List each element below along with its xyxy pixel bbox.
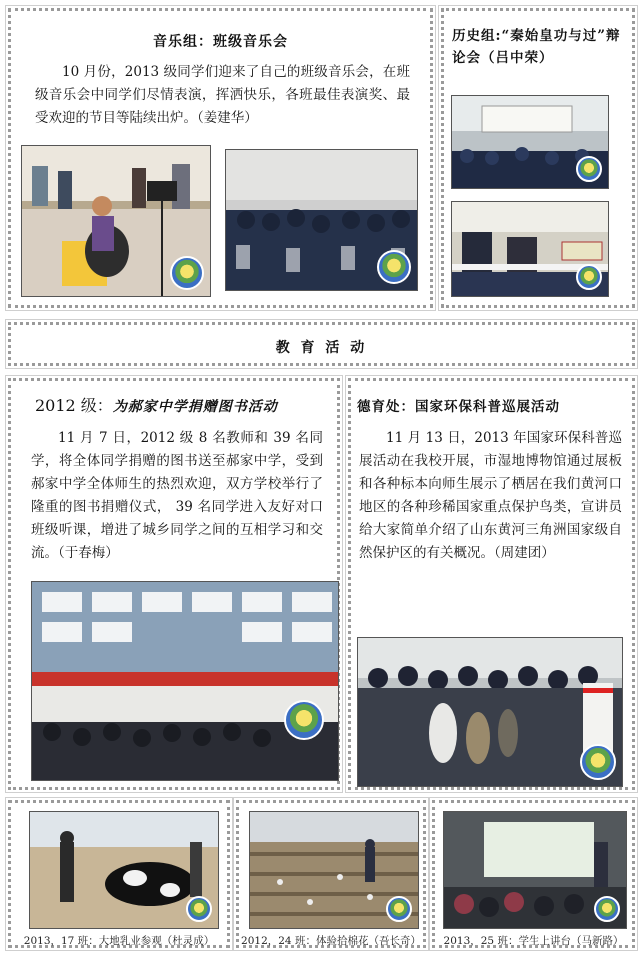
- section-title: 教 育 活 动: [275, 340, 368, 356]
- bottom-caption-3: 2013，25 班：学生上讲台（马新路）: [443, 935, 624, 947]
- bottom-caption-1: 2013，17 班：大地乳业参观（杜灵成）: [23, 935, 215, 947]
- school-logo-icon: [580, 744, 616, 780]
- school-logo-icon: [386, 896, 412, 922]
- bottom-caption-2: 2012，24 班：体验拾棉花（吾长奇）: [241, 935, 421, 947]
- donation-text: 11 月 7 日，2012 级 8 名教师和 39 名同学，将全体同学捐赠的图书送至郝家中学，受到郝家中学全体师生的热烈欢迎，双方学校举行了隆重的图书捐赠仪式， 39 名同学进入友好对口班级听课，增进了城乡同学之间的互相学习和交流。（于春梅）: [31, 430, 323, 561]
- bottom-photo-dairy: [29, 811, 219, 929]
- music-panel: [8, 8, 433, 308]
- school-logo-icon: [377, 250, 411, 284]
- school-logo-icon: [284, 700, 324, 740]
- donation-photo-ceremony: [31, 581, 339, 781]
- moral-text: 11 月 13 日，2013 年国家环保科普巡展活动在我校开展，市湿地博物馆通过展板和各种标本向师生展示了栖居在我们黄河口地区的各种珍稀国家重点保护鸟类，宣讲员给大家简单介绍了山东黄河三角洲国家级自然保护区的有关概况。（周建团）: [359, 430, 622, 561]
- school-logo-icon: [594, 896, 620, 922]
- bottom-photo-lecture: [443, 811, 627, 929]
- music-title: 音乐组：班级音乐会: [153, 34, 288, 50]
- donation-panel: [8, 378, 340, 790]
- music-photo-concert: [225, 149, 418, 291]
- school-logo-icon: [186, 896, 212, 922]
- school-logo-icon: [170, 256, 204, 290]
- section-header: [8, 322, 635, 366]
- history-title: 历史组:“秦始皇功与过”辩论会（吕中荣）: [452, 28, 621, 66]
- school-logo-icon: [576, 156, 602, 182]
- moral-photo-exhibition: [357, 637, 623, 787]
- history-photo-debate: [451, 95, 609, 189]
- music-text: 10 月份，2013 级同学们迎来了自己的班级音乐会，在班级音乐会中同学们尽情表演，挥洒快乐，各班最佳表演奖、最受欢迎的节目等陆续出炉。（姜建华）: [35, 64, 410, 126]
- donation-title: 为郝家中学捐赠图书活动: [112, 399, 278, 415]
- moral-panel: [348, 378, 635, 790]
- donation-title-row: [35, 393, 327, 416]
- bottom-panel-1: [8, 800, 230, 948]
- bottom-panel-2: [236, 800, 426, 948]
- moral-title: 德育处：国家环保科普巡展活动: [357, 399, 560, 415]
- donation-title-prefix: 2012 级：: [35, 396, 113, 415]
- school-logo-icon: [576, 264, 602, 290]
- bottom-photo-cotton: [249, 811, 419, 929]
- history-panel: [441, 8, 635, 308]
- music-photo-guitar: [21, 145, 211, 297]
- bottom-panel-3: [432, 800, 635, 948]
- history-photo-speakers: [451, 201, 609, 297]
